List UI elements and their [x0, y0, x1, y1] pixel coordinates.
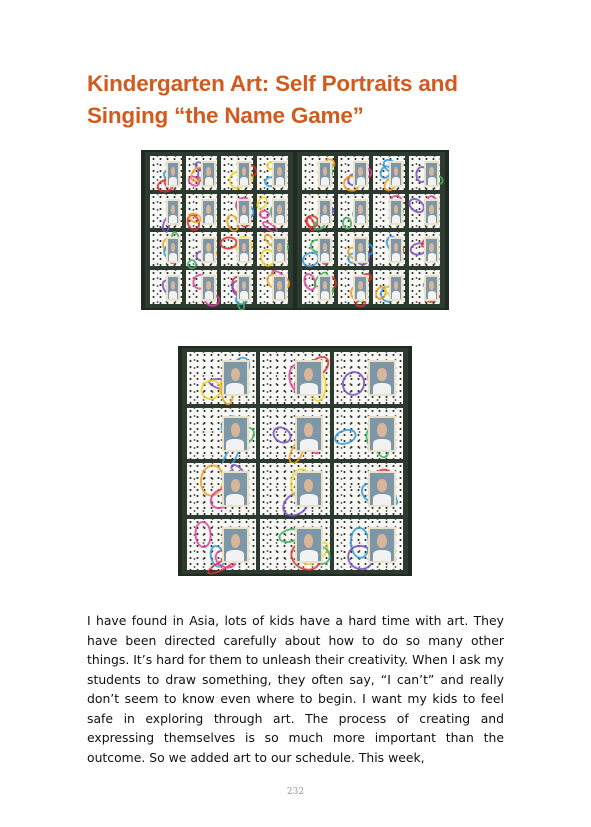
art-card [373, 156, 405, 190]
art-card [334, 352, 403, 404]
student-portrait [424, 237, 439, 262]
student-portrait [222, 416, 250, 452]
paint-scribble [332, 426, 358, 447]
art-card [260, 352, 329, 404]
art-card [187, 463, 256, 515]
student-portrait [424, 199, 439, 224]
art-card [186, 194, 218, 228]
body-paragraph-text: I have found in Asia, lots of kids have a hard time with art. They have been directed carefully about how to do so many other things. It’s hard for them to unleash their creativity. When I ask my students to draw something, they often say, “I can’t” and really don’t seem to know even where to begin. I want my kids to feel safe in exploring through art. The process of creating and expressing themselves is so much more important than the outcome. So we added art to our schedule. This week, [87, 613, 504, 765]
student-portrait [295, 416, 323, 452]
student-portrait [318, 237, 333, 262]
art-card [338, 156, 370, 190]
student-portrait [318, 199, 333, 224]
page-title: Kindergarten Art: Self Portraits and Singing “the Name Game” [87, 71, 458, 128]
art-card [338, 270, 370, 304]
student-portrait [237, 237, 252, 262]
student-portrait [166, 275, 181, 300]
art-card [373, 194, 405, 228]
paint-scribble [194, 520, 212, 548]
art-card [302, 156, 334, 190]
paint-scribble [342, 216, 353, 230]
art-card [302, 232, 334, 266]
art-card [334, 408, 403, 460]
art-card [373, 270, 405, 304]
art-card [150, 270, 182, 304]
art-card [409, 232, 441, 266]
paint-scribble [269, 423, 294, 447]
art-card [302, 270, 334, 304]
art-card [409, 194, 441, 228]
art-card [150, 156, 182, 190]
art-card [338, 194, 370, 228]
art-card [334, 463, 403, 515]
student-portrait [389, 275, 404, 300]
bulletin-board-photo-single-panel [178, 346, 412, 576]
art-card [221, 194, 253, 228]
student-portrait [222, 527, 250, 563]
student-portrait [295, 471, 323, 507]
page-number: 232 [286, 787, 305, 797]
art-card [187, 408, 256, 460]
student-portrait [237, 275, 252, 300]
art-card [409, 156, 441, 190]
body-paragraph [87, 611, 504, 767]
student-portrait [389, 237, 404, 262]
art-card [260, 408, 329, 460]
student-portrait [368, 416, 396, 452]
student-portrait [295, 527, 323, 563]
paint-scribble [259, 210, 270, 219]
student-portrait [353, 199, 368, 224]
art-card [257, 232, 289, 266]
art-card [338, 232, 370, 266]
student-portrait [318, 161, 333, 186]
student-portrait [368, 527, 396, 563]
student-portrait [222, 471, 250, 507]
student-portrait [424, 161, 439, 186]
student-portrait [353, 275, 368, 300]
board-panel [145, 152, 293, 308]
art-card [373, 232, 405, 266]
art-card [302, 194, 334, 228]
art-card [260, 463, 329, 515]
art-card [187, 519, 256, 571]
art-card [257, 156, 289, 190]
student-portrait [166, 161, 181, 186]
art-card [150, 194, 182, 228]
student-portrait [166, 237, 181, 262]
student-portrait [368, 471, 396, 507]
student-portrait [201, 161, 216, 186]
art-card [150, 232, 182, 266]
student-portrait [201, 275, 216, 300]
student-portrait [222, 360, 250, 396]
art-card [221, 270, 253, 304]
art-card [257, 270, 289, 304]
art-card [334, 519, 403, 571]
student-portrait [237, 161, 252, 186]
student-portrait [272, 199, 287, 224]
art-card [260, 519, 329, 571]
student-portrait [166, 199, 181, 224]
board-panel [297, 152, 445, 308]
art-card [221, 156, 253, 190]
student-portrait [353, 161, 368, 186]
student-portrait [272, 275, 287, 300]
student-portrait [368, 360, 396, 396]
art-card [186, 156, 218, 190]
paint-scribble [338, 368, 368, 399]
student-portrait [201, 199, 216, 224]
art-card [409, 270, 441, 304]
student-portrait [295, 360, 323, 396]
student-portrait [318, 275, 333, 300]
art-card [186, 270, 218, 304]
student-portrait [201, 237, 216, 262]
art-card [186, 232, 218, 266]
art-card [187, 352, 256, 404]
student-portrait [389, 199, 404, 224]
board-panel [182, 348, 408, 574]
student-portrait [424, 275, 439, 300]
art-card [257, 194, 289, 228]
student-portrait [353, 237, 368, 262]
student-portrait [272, 237, 287, 262]
bulletin-board-photo-two-panels [141, 150, 449, 310]
student-portrait [237, 199, 252, 224]
art-card [221, 232, 253, 266]
student-portrait [389, 161, 404, 186]
student-portrait [272, 161, 287, 186]
